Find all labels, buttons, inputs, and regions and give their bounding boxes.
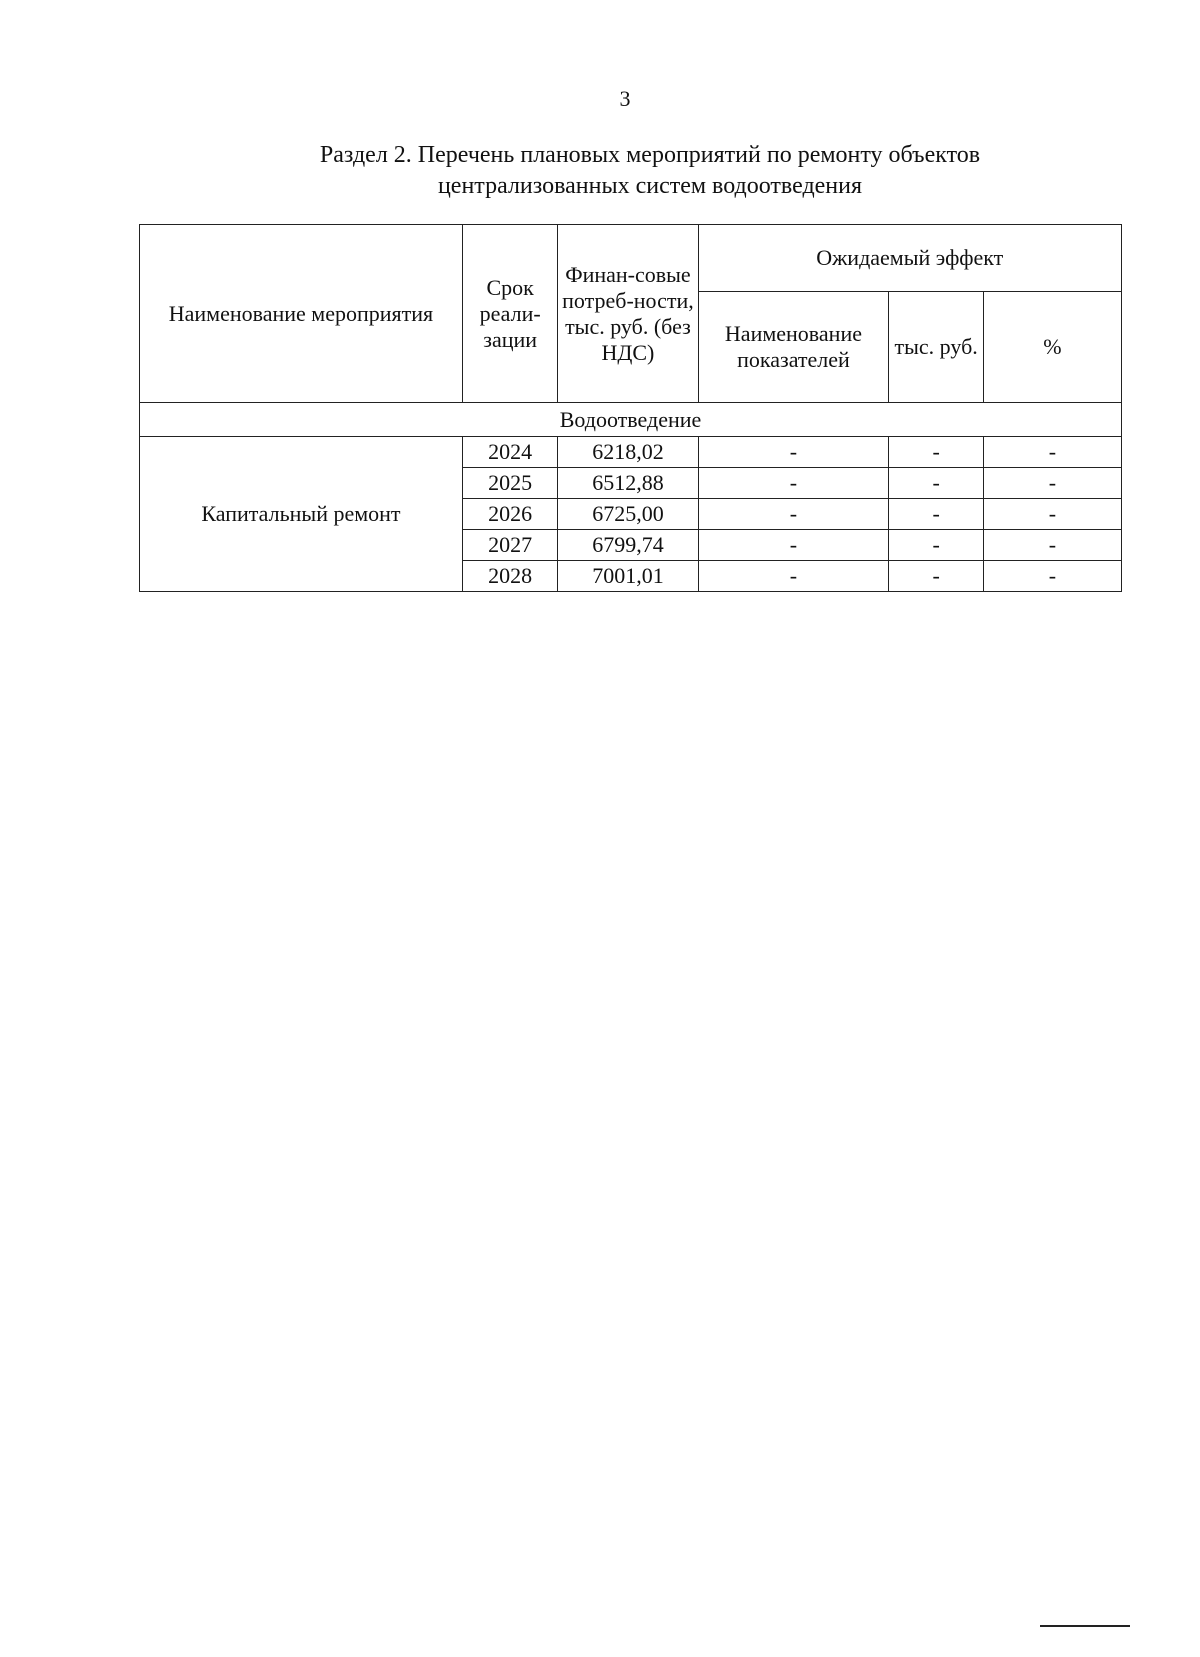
finance-cell: 6512,88 xyxy=(558,468,698,499)
thousand-rub-cell: - xyxy=(889,530,983,561)
finance-cell: 6799,74 xyxy=(558,530,698,561)
indicator-cell: - xyxy=(698,530,889,561)
header-expected-effect: Ожидаемый эффект xyxy=(698,225,1122,292)
thousand-rub-cell: - xyxy=(889,468,983,499)
thousand-rub-cell: - xyxy=(889,437,983,468)
header-measure-name: Наименование мероприятия xyxy=(140,225,463,403)
indicator-cell: - xyxy=(698,468,889,499)
finance-cell: 6218,02 xyxy=(558,437,698,468)
year-cell: 2025 xyxy=(462,468,557,499)
section-title-line-2: централизованных систем водоотведения xyxy=(437,173,863,199)
thousand-rub-cell: - xyxy=(889,561,983,592)
indicator-cell: - xyxy=(698,561,889,592)
finance-cell: 7001,01 xyxy=(558,561,698,592)
header-percent: % xyxy=(983,292,1121,403)
year-cell: 2028 xyxy=(462,561,557,592)
header-finance: Финан-совые потреб-ности, тыс. руб. (без НДС) xyxy=(558,225,698,403)
finance-cell: 6725,00 xyxy=(558,499,698,530)
section-title-line-1: Раздел 2. Перечень плановых мероприятий по ремонту объектов xyxy=(319,142,981,168)
page-number: 3 xyxy=(619,86,631,111)
percent-cell: - xyxy=(983,561,1121,592)
header-term: Срок реали-зации xyxy=(462,225,557,403)
thousand-rub-cell: - xyxy=(889,499,983,530)
footer-rule xyxy=(1040,1625,1130,1627)
header-indicator-name: Наименование показателей xyxy=(698,292,889,403)
percent-cell: - xyxy=(983,499,1121,530)
year-cell: 2026 xyxy=(462,499,557,530)
year-cell: 2027 xyxy=(462,530,557,561)
indicator-cell: - xyxy=(698,499,889,530)
section-row-label: Водоотведение xyxy=(140,403,1122,437)
year-cell: 2024 xyxy=(462,437,557,468)
percent-cell: - xyxy=(983,468,1121,499)
indicator-cell: - xyxy=(698,437,889,468)
percent-cell: - xyxy=(983,530,1121,561)
section-title xyxy=(140,140,1160,202)
header-thousand-rub: тыс. руб. xyxy=(889,292,983,403)
measures-table xyxy=(139,224,1122,592)
percent-cell: - xyxy=(983,437,1121,468)
measure-name-cell: Капитальный ремонт xyxy=(140,437,463,592)
